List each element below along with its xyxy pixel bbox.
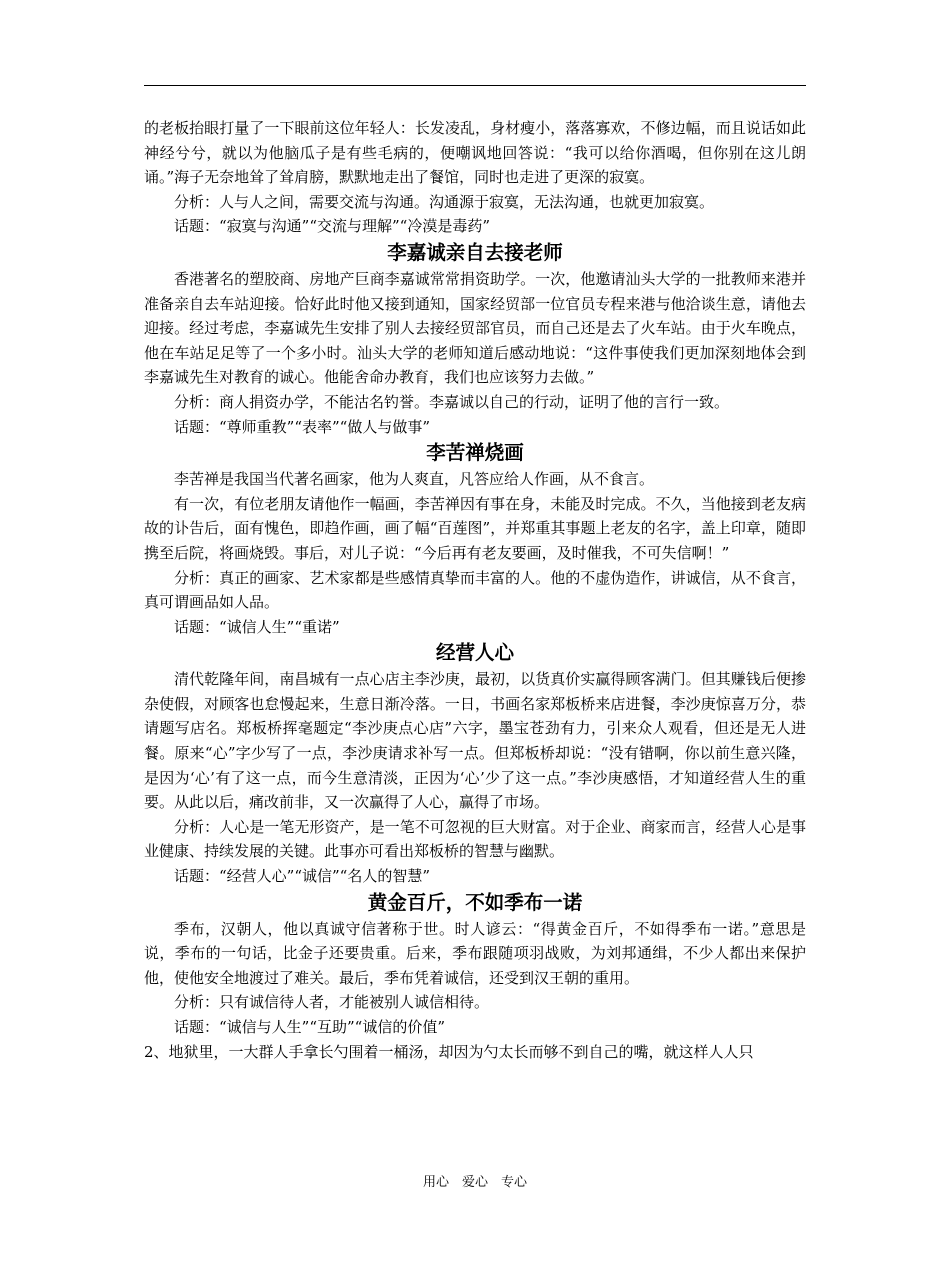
section3-topics: 话题：“经营人心”“诚信”“名人的智慧” — [174, 867, 431, 886]
section-title-jingying-renxin: 经营人心 — [435, 641, 514, 665]
section2-topics: 话题：“诚信人生”“重诺” — [174, 617, 340, 636]
section3-analysis: 分析：人心是一笔无形资产，是一笔不可忽视的巨大财富。对于企业、商家而言，经营人心是事业健康、持续发展的关键。此事亦可看出郑板桥的智慧与幽默。 — [144, 817, 806, 861]
section-title-ji-bu: 黄金百斤，不如季布一诺 — [367, 890, 583, 914]
intro-topics: 话题：“寂寞与沟通”“交流与理解”“冷漠是毒药” — [174, 217, 491, 236]
section2-analysis: 分析：真正的画家、艺术家都是些感情真挚而丰富的人。他的不虚伪造作，讲诚信，从不食言，真可谓画品如人品。 — [144, 568, 806, 612]
section4-paragraph: 季布，汉朝人，他以真诚守信著称于世。时人谚云：“得黄金百斤，不如得季布一诺。”意思是说，季布的一句话，比金子还要贵重。后来，季布跟随项羽战败，为刘邦通缉，不少人都出来保护他，使他安全地渡过了难关。最后，季布凭着诚信，还受到汉王朝的重用。 — [144, 919, 806, 987]
trailing-paragraph: 2、地狱里，一大群人手拿长勺围着一桶汤，却因为勺太长而够不到自己的嘴，就这样人人只 — [144, 1042, 754, 1061]
intro-analysis: 分析：人与人之间，需要交流与沟通。沟通源于寂寞，无法沟通，也就更加寂寞。 — [174, 192, 715, 211]
section3-paragraph: 清代乾隆年间，南昌城有一点心店主李沙庚，最初，以货真价实赢得顾客满门。但其赚钱后便掺杂使假，对顾客也怠慢起来，生意日渐冷落。一日，书画名家郑板桥来店进餐，李沙庚惊喜万分，恭请题写店名。郑板桥挥毫题定“李沙庚点心店”六字，墨宝苍劲有力，引来众人观看，但还是无人进餐。原来“心”字少写了一点，李沙庚请求补写一点。但郑板桥却说：“没有错啊，你以前生意兴隆，是因为‘心’有了这一点，而今生意清淡，正因为‘心’少了这一点。”李沙庚感悟，才知道经营人生的重要。从此以后，痛改前非，又一次赢得了人心，赢得了市场。 — [144, 670, 806, 812]
intro-paragraph: 的老板抬眼打量了一下眼前这位年轻人：长发凌乱，身材瘦小，落落寡欢，不修边幅，而且说话如此神经兮兮，就以为他脑瓜子是有些毛病的，便嘲讽地回答说：“我可以给你酒喝，但你别在这儿朗诵。”海子无奈地耸了耸肩膀，默默地走出了餐馆，同时也走进了更深的寂寞。 — [144, 119, 806, 187]
section1-paragraph: 香港著名的塑胶商、房地产巨商李嘉诚常常捐资助学。一次，他邀请汕头大学的一批教师来港并准备亲自去车站迎接。恰好此时他又接到通知，国家经贸部一位官员专程来港与他洽谈生意，请他去迎接。经过考虑，李嘉诚先生安排了别人去接经贸部官员，而自己还是去了火车站。由于火车晚点，他在车站足足等了一个多小时。汕头大学的老师知道后感动地说：“这件事使我们更加深刻地体会到李嘉诚先生对教育的诚心。他能舍命办教育，我们也应该努力去做。” — [144, 269, 806, 387]
section1-analysis: 分析：商人捐资办学，不能沽名钓誉。李嘉诚以自己的行动，证明了他的言行一致。 — [174, 392, 730, 411]
section1-topics: 话题：“尊师重教”“表率”“做人与做事” — [174, 417, 431, 436]
section2-paragraph-2: 有一次，有位老朋友请他作一幅画，李苦禅因有事在身，未能及时完成。不久，当他接到老友病故的讣告后，面有愧色，即趋作画，画了幅“百莲图”，并郑重其事题上老友的名字，盖上印章，随即携至后院，将画烧毁。事后，对儿子说：“今后再有老友要画，及时催我，不可失信啊！” — [144, 494, 806, 562]
header-rule — [144, 85, 806, 86]
document-body — [144, 116, 806, 1064]
section4-topics: 话题：“诚信与人生”“互助”“诚信的价值” — [174, 1018, 446, 1036]
section-title-li-kuchan: 李苦禅烧画 — [426, 441, 524, 465]
page-footer: 用心 爱心 专心 — [422, 1175, 527, 1190]
section-title-li-jiacheng: 李嘉诚亲自去接老师 — [387, 240, 563, 264]
section4-analysis: 分析：只有诚信待人者，才能被别人诚信相待。 — [174, 993, 490, 1012]
section2-paragraph-1: 李苦禅是我国当代著名画家，他为人爽直，凡答应给人作画，从不食言。 — [174, 470, 655, 489]
